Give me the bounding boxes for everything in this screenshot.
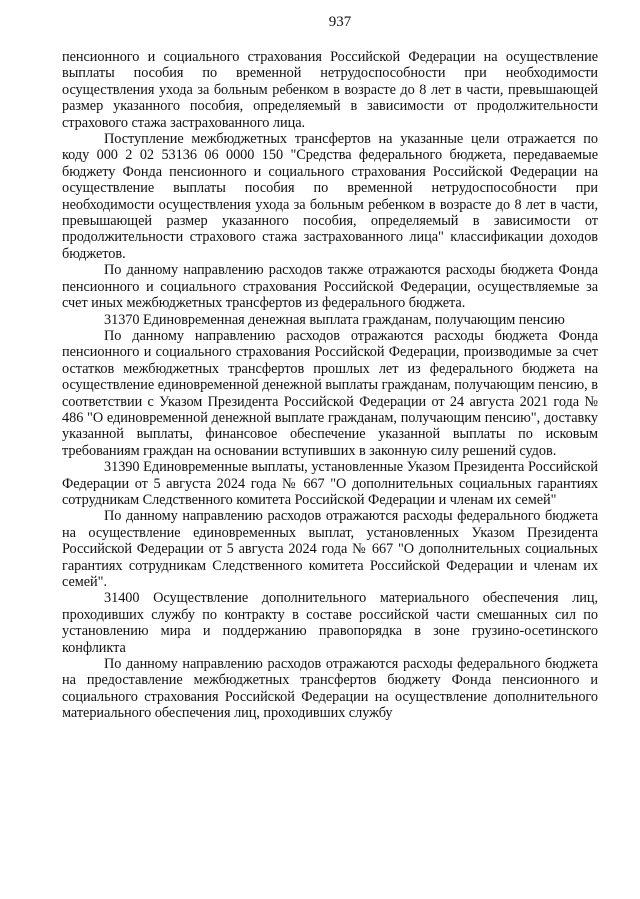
page-number: 937: [328, 14, 352, 30]
section-heading-31390: 31390 Единовременные выплаты, установленные Указом Президента Российской Федерации от 5 августа 2024 года № 667 "О дополнительных социальных гарантиях сотрудникам Следственного комитета Российской Федерации и членам их семей": [62, 459, 598, 508]
paragraph-31390-description: По данному направлению расходов отражаются расходы федерального бюджета на осуществление единовременных выплат, установленных Указом Президента Российской Федерации от 5 августа 2024 года № 667 "О дополнительных социальных гарантиях сотрудникам Следственного комитета Российской Федерации и членам их семей".: [62, 508, 598, 590]
document-body: [62, 49, 598, 722]
paragraph-continuation: пенсионного и социального страхования Российской Федерации на осуществление выплаты пособия по временной нетрудоспособности при необходимости осуществления ухода за больным ребенком в возрасте до 8 лет в части, превышающей размер указанного пособия, определяемый в зависимости от продолжительности страхового стажа застрахованного лица.: [62, 49, 598, 131]
section-heading-31370: 31370 Единовременная денежная выплата гражданам, получающим пенсию: [104, 311, 565, 328]
paragraph-31400-description: По данному направлению расходов отражаются расходы федерального бюджета на предоставление межбюджетных трансфертов бюджету Фонда пенсионного и социального страхования Российской Федерации на осуществление дополнительного материального обеспечения лиц, проходивших службу: [62, 656, 598, 722]
paragraph-other-transfers: По данному направлению расходов также отражаются расходы бюджета Фонда пенсионного и социального страхования Российской Федерации, осуществляемые за счет иных межбюджетных трансфертов из федерального бюджета.: [62, 262, 598, 312]
paragraph-revenue-code: Поступление межбюджетных трансфертов на указанные цели отражается по коду 000 2 02 53136 06 0000 150 "Средства федерального бюджета, передаваемые бюджету Фонда пенсионного и социального страхования Российской Федерации на осуществление выплаты пособия по временной нетрудоспособности при необходимости осуществления ухода за больным ребенком в возрасте до 8 лет в части, превышающей размер указанного пособия, определяемый в зависимости от продолжительности страхового стажа застрахованного лица" классификации доходов бюджетов.: [62, 131, 598, 262]
paragraph-31370-description: По данному направлению расходов отражаются расходы бюджета Фонда пенсионного и социального страхования Российской Федерации, производимые за счет остатков межбюджетных трансфертов прошлых лет из федерального бюджета на осуществление единовременной денежной выплаты гражданам, получающим пенсию, в соответствии с Указом Президента Российской Федерации от 24 августа 2021 года № 486 "О единовременной денежной выплате гражданам, получающим пенсию", доставку указанной выплаты, финансовое обеспечение указанной выплаты по исковым требованиям граждан на основании вступивших в законную силу решений судов.: [62, 327, 598, 459]
section-heading-31400: 31400 Осуществление дополнительного материального обеспечения лиц, проходивших службу по контракту в составе российской части смешанных сил по установлению мира и поддержанию правопорядка в зоне грузино-осетинского конфликта: [62, 590, 598, 656]
